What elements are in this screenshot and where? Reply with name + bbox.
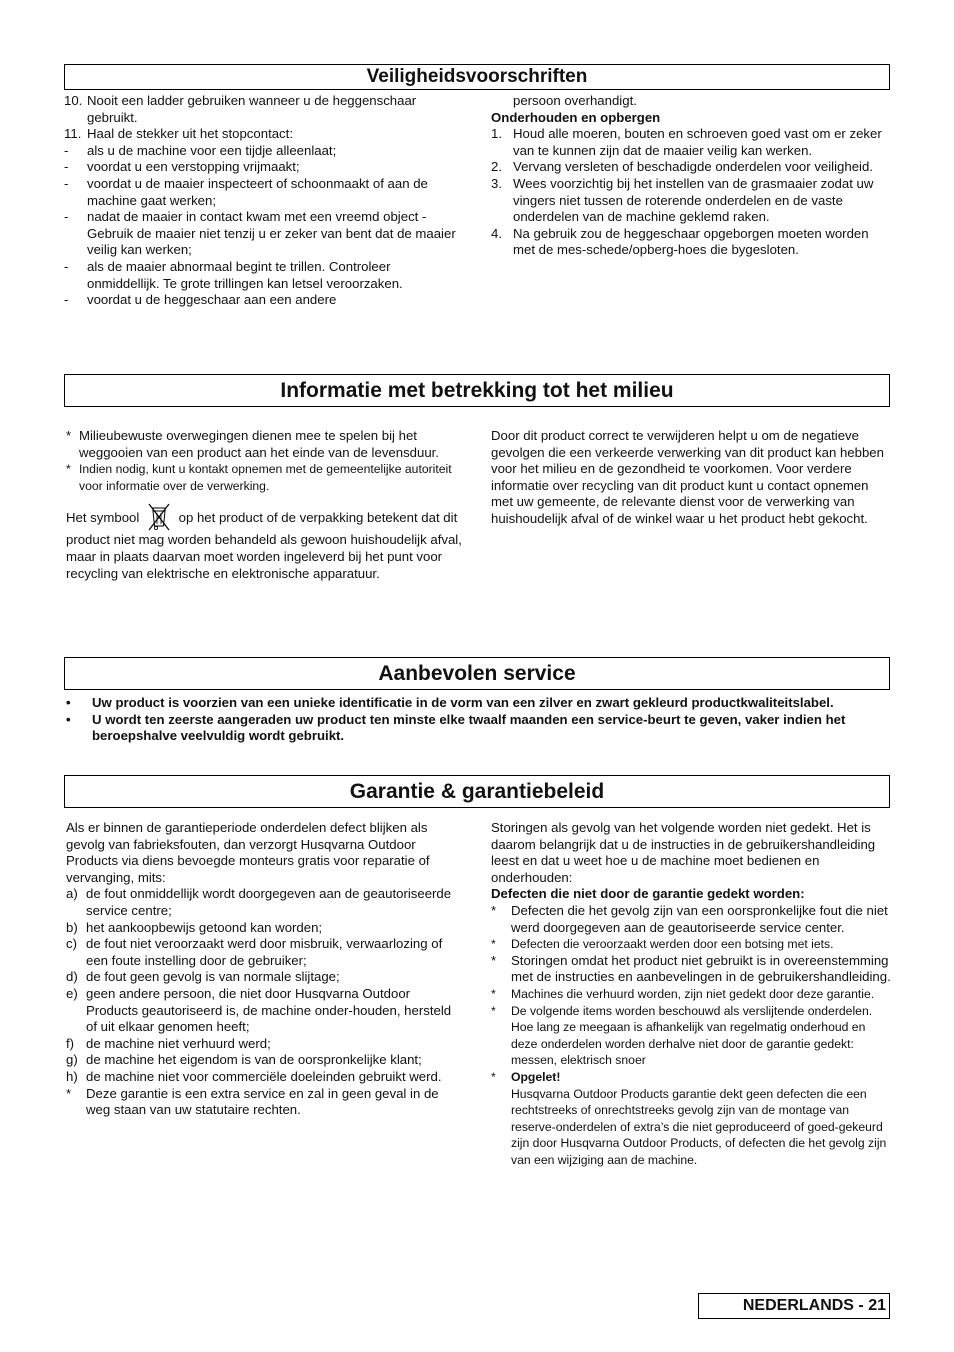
list-item <box>66 936 464 969</box>
list-letter: g) <box>66 1052 78 1068</box>
environment-right-column <box>491 428 891 528</box>
list-text: De volgende items worden beschouwd als verslijtende onderdelen. Hoe lang ze meegaan is afhankelijk van regelmatig onderhoud en deze onderdelen worden derhalve niet door de garantie gedekt: messen, elektrisch snoer <box>511 1003 873 1068</box>
list-text: nadat de maaier in contact kwam met een vreemd object - Gebruik de maaier niet tenzij u er zeker van bent dat de maaier veilig kan werken; <box>87 209 456 258</box>
list-dash: - <box>64 258 69 274</box>
list-text: het aankoopbewijs getoond kan worden; <box>86 919 323 935</box>
asterisk: * <box>491 937 496 952</box>
list-text: de fout niet veroorzaakt werd door misbruik, verwaarlozing of een foute instelling door de gebruiker; <box>86 936 443 968</box>
list-number: 4. <box>491 225 502 241</box>
list-item <box>491 176 891 226</box>
list-text: de machine niet verhuurd werd; <box>86 1035 271 1051</box>
list-item <box>66 969 464 986</box>
list-number: 2. <box>491 159 502 175</box>
list-letter: f) <box>66 1035 75 1051</box>
list-item <box>491 159 891 176</box>
list-text: Milieubewuste overwegingen dienen mee te spelen bij het weggooien van een product aan het einde van de levensduur. <box>79 428 440 460</box>
asterisk: * <box>66 428 72 443</box>
page-footer: NEDERLANDS - 21 <box>698 1293 890 1319</box>
list-item <box>64 176 464 209</box>
symbol-text-after: op het product of de verpakking betekent dat dit product niet mag worden behandeld als gewoon huishoudelijk afval, maar in plaats daarvan moet worden ingeleverd bij het punt voor recycling van elektrische en elektronische apparatuur. <box>66 510 462 581</box>
list-text: voordat u de maaier inspecteert of schoonmaakt of aan de machine gaat werken; <box>87 175 428 208</box>
list-item <box>64 259 464 292</box>
list-letter: h) <box>66 1068 78 1084</box>
list-text: Vervang versleten of beschadigde onderdelen voor veiligheid. <box>513 159 873 175</box>
list-text: Na gebruik zou de heggeschaar opgeborgen moeten worden met de mes-schede/opberg-hoes die bygesloten. <box>513 225 869 258</box>
list-text: Houd alle moeren, bouten en schroeven goed vast om er zeker van te kunnen zijn dat de maaier veilig kan werken. <box>513 126 882 158</box>
list-letter: b) <box>66 919 78 935</box>
list-item <box>66 1052 464 1069</box>
list-text: Nooit een ladder gebruiken wanneer u de heggenschaar gebruikt. <box>87 93 417 125</box>
warranty-heading: Garantie & garantiebeleid <box>64 775 890 808</box>
list-dash: - <box>64 159 69 175</box>
list-item <box>66 461 464 494</box>
list-text: Deze garantie is een extra service en zal in geen geval in de weg staan van uw statutaire rechten. <box>86 1085 439 1118</box>
asterisk: * <box>66 1085 72 1101</box>
list-text: Haal de stekker uit het stopcontact: <box>87 126 293 142</box>
warranty-right-column <box>491 820 891 1168</box>
environment-heading: Informatie met betrekking tot het milieu <box>64 374 890 407</box>
list-text: Defecten die het gevolg zijn van een oorspronkelijke fout die niet werd doorgegeven aan de geautoriseerde service center. <box>511 902 888 935</box>
list-text: de fout geen gevolg is van normale slijtage; <box>86 969 340 985</box>
list-text: Wees voorzichtig bij het instellen van de grasmaaier zodat uw vingers niet tussen de roterende onderdelen en de vaste onderdelen van de machine geklemd raken. <box>513 175 874 225</box>
list-item <box>64 93 464 126</box>
asterisk: * <box>491 902 497 918</box>
environment-left-column <box>66 428 464 582</box>
list-item <box>66 428 464 461</box>
asterisk: * <box>66 462 71 477</box>
list-text: voordat u een verstopping vrijmaakt; <box>87 159 300 175</box>
list-item <box>66 920 464 937</box>
list-item <box>491 126 891 159</box>
list-number: 1. <box>491 126 502 142</box>
list-text: Machines die verhuurd worden, zijn niet gedekt door deze garantie. <box>511 986 875 1001</box>
list-item <box>66 1086 464 1119</box>
list-text: voordat u de heggeschaar aan een andere <box>87 292 337 308</box>
list-item <box>66 986 464 1036</box>
safety-left-column <box>64 93 464 309</box>
warning-label: Opgelet! <box>511 1069 561 1084</box>
warning-block <box>491 1069 891 1169</box>
list-number: 11. <box>64 126 82 142</box>
list-text: geen andere persoon, die niet door Husqvarna Outdoor Products geautoriseerd is, de machine onder-houden, hersteld of uit elkaar genomen heeft; <box>86 985 452 1035</box>
list-item <box>66 1069 464 1086</box>
list-item <box>491 226 891 259</box>
list-text: Uw product is voorzien van een unieke identificatie in de vorm van een zilver en zwart gekleurd productkwaliteitslabel. <box>92 695 834 710</box>
service-heading: Aanbevolen service <box>64 657 890 690</box>
list-item <box>64 143 464 160</box>
list-item <box>491 953 891 986</box>
list-item <box>66 712 891 745</box>
continuation-text: persoon overhandigt. <box>513 93 637 108</box>
list-text: de machine het eigendom is van de oorspronkelijke klant; <box>86 1052 422 1068</box>
list-item <box>64 159 464 176</box>
bullet-dot: • <box>66 695 71 710</box>
list-number: 10. <box>64 93 83 108</box>
safety-right-column <box>491 93 891 259</box>
asterisk: * <box>491 1069 496 1084</box>
asterisk: * <box>491 952 497 968</box>
list-item <box>64 292 464 309</box>
list-dash: - <box>64 175 69 191</box>
list-text: de machine niet voor commerciële doeleinden gebruikt werd. <box>86 1068 442 1084</box>
list-item <box>64 209 464 259</box>
list-text: U wordt ten zeerste aangeraden uw product ten minste elke twaalf maanden een service-beurt te geven, vaker indien het beroepshalve veelvuldig wordt gebruikt. <box>92 711 846 744</box>
list-item <box>491 903 891 936</box>
list-item <box>491 986 891 1003</box>
list-text: als de maaier abnormaal begint te trillen. Controleer onmiddellijk. Te grote trillingen kan letsel veroorzaken. <box>87 258 403 291</box>
crossed-bin-icon <box>145 502 173 532</box>
safety-heading: Veiligheidsvoorschriften <box>64 64 890 90</box>
warranty-intro: Als er binnen de garantieperiode onderdelen defect blijken als gevolg van fabrieksfouten, dan verzorgt Husqvarna Outdoor Products via diens bevoegde monteurs gratis voor reparatie of vervanging, mits: <box>66 820 430 885</box>
list-number: 3. <box>491 175 502 191</box>
list-dash: - <box>64 142 69 158</box>
list-letter: e) <box>66 985 78 1001</box>
list-text: de fout onmiddellijk wordt doorgegeven aan de geautoriseerde service centre; <box>86 886 452 918</box>
symbol-text-before: Het symbool <box>66 510 140 526</box>
warning-text: Husqvarna Outdoor Products garantie dekt geen defecten die een rechtstreeks of onrechtstreeks gevolg zijn van de montage van reserve-onderdelen of extra’s die niet geproduceerd of goed-gekeurd zijn door Husqvarna Outdoor Products, of defecten die het gevolg zijn van een wijziging aan de machine. <box>511 1086 887 1167</box>
environment-right-text: Door dit product correct te verwijderen helpt u om de negatieve gevolgen die een verkeerde verwerking van dit product kan hebben voor het milieu en de gezondheid te voorkomen. Voor verdere informatie over recycling van dit product kunt u contact opnemen met uw gemeente, de relevante dienst voor de verwerking van huishoudelijk afval of de winkel waar u het product hebt gekocht. <box>491 428 884 526</box>
list-letter: a) <box>66 886 78 902</box>
list-letter: c) <box>66 936 77 952</box>
warranty-left-column <box>66 820 464 1119</box>
list-text: Indien nodig, kunt u kontakt opnemen met de gemeentelijke autoriteit voor informatie over de verwerking. <box>79 462 452 493</box>
symbol-paragraph <box>66 502 464 582</box>
list-item <box>66 886 464 919</box>
list-item <box>491 936 891 953</box>
list-letter: d) <box>66 969 78 985</box>
list-item <box>66 695 891 712</box>
warranty-right-intro: Storingen als gevolg van het volgende worden niet gedekt. Het is daarom belangrijk dat u de instructies in de gebruikershandleiding leest en dat u weet hoe u de machine moet bedienen en onderhouden: <box>491 820 876 885</box>
list-item <box>64 126 464 143</box>
list-item <box>66 1036 464 1053</box>
list-dash: - <box>64 209 69 225</box>
asterisk: * <box>491 986 496 1001</box>
list-item <box>491 1003 891 1069</box>
warning-content <box>511 1069 891 1169</box>
list-text: als u de machine voor een tijdje alleenlaat; <box>87 142 337 158</box>
asterisk: * <box>491 1003 496 1018</box>
maintenance-heading: Onderhouden en opbergen <box>491 109 661 125</box>
list-text: Storingen omdat het product niet gebruikt is in overeenstemming met de instructies en aanbevelingen in de gebruikershandleiding. <box>511 952 891 985</box>
bullet-dot: • <box>66 711 71 727</box>
list-text: Defecten die veroorzaakt werden door een botsing met iets. <box>511 937 834 952</box>
service-list <box>66 695 891 745</box>
not-covered-heading: Defecten die niet door de garantie gedekt worden: <box>491 886 805 902</box>
list-dash: - <box>64 292 69 308</box>
